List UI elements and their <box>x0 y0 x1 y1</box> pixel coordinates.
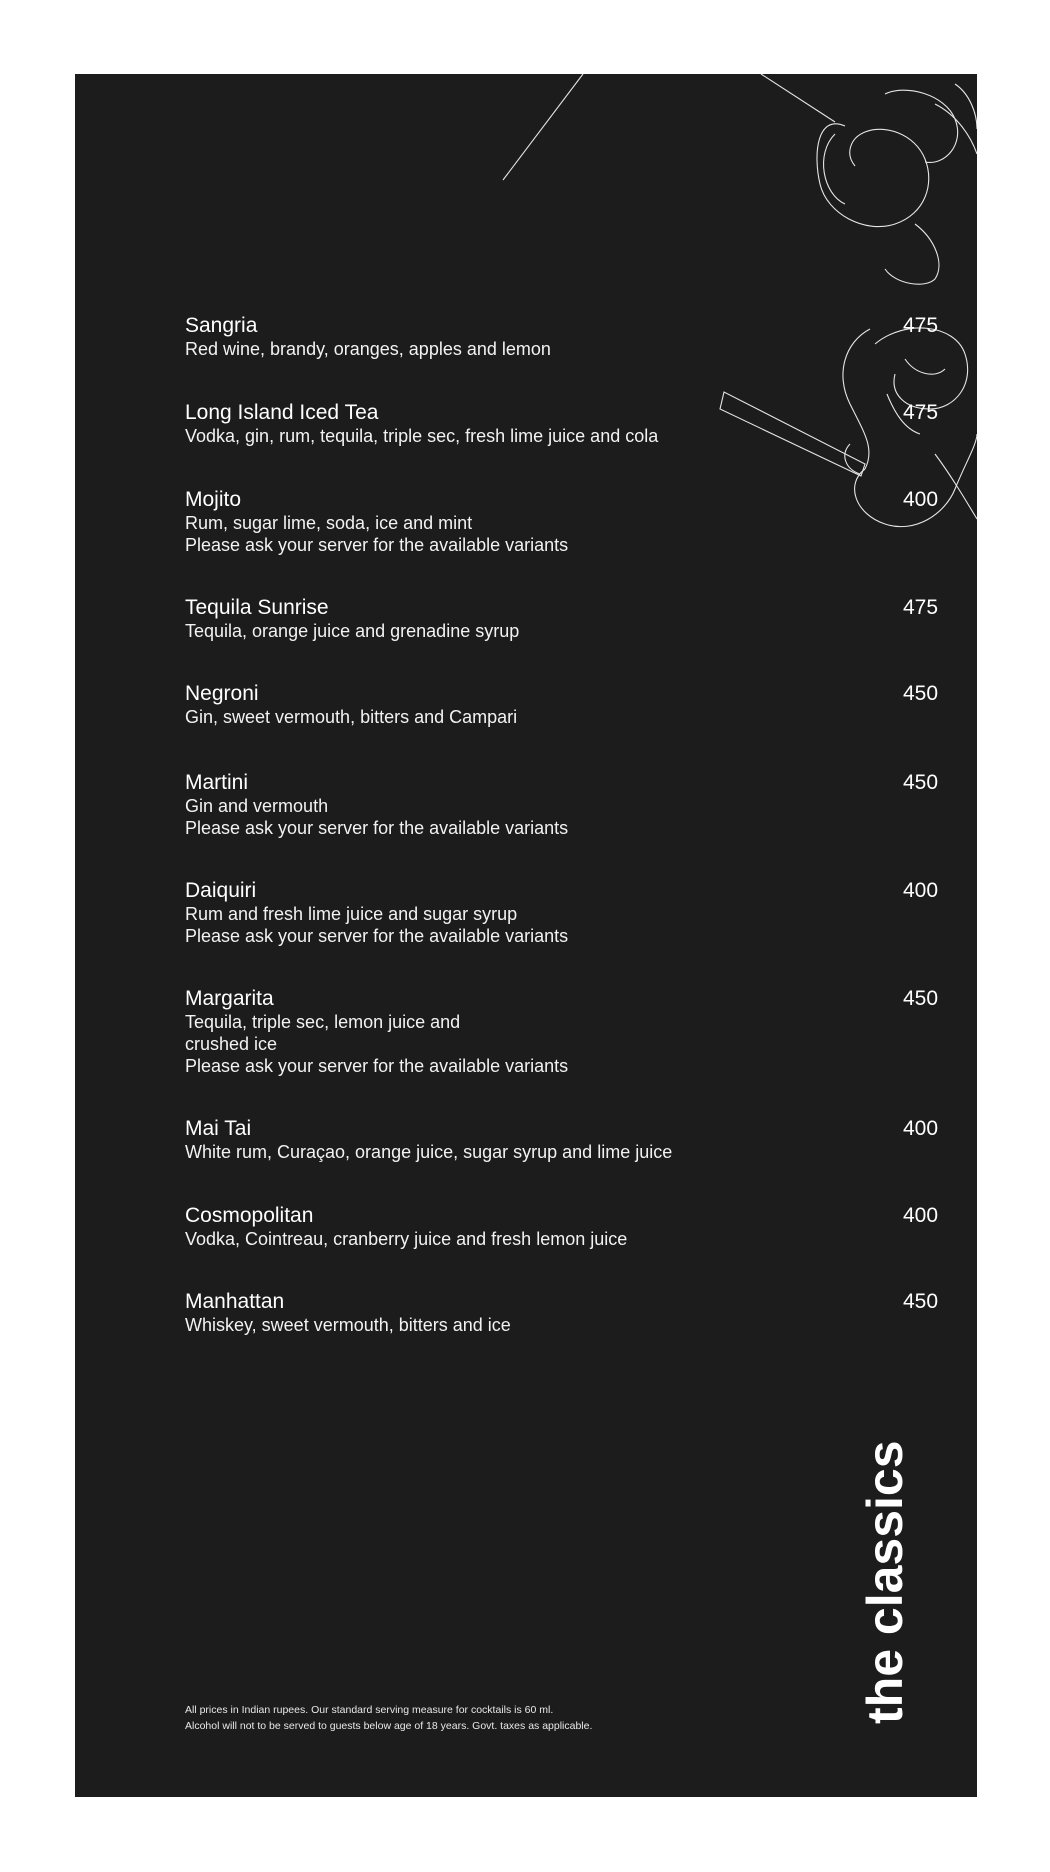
item-name: Tequila Sunrise <box>185 596 329 619</box>
item-price: 400 <box>903 1117 939 1140</box>
item-name: Martini <box>185 771 249 794</box>
menu-item <box>185 987 945 1077</box>
item-price: 450 <box>903 682 939 705</box>
menu-card <box>75 74 977 1797</box>
item-description: Gin and vermouth <box>185 796 329 816</box>
item-price: 400 <box>903 1204 939 1227</box>
menu-item <box>185 1204 945 1250</box>
item-note: Please ask your server for the available variants <box>185 535 569 555</box>
menu-item <box>185 879 945 947</box>
item-description-continued: crushed ice <box>185 1034 278 1054</box>
decor-line <box>761 74 835 122</box>
item-price: 450 <box>903 987 939 1010</box>
item-description: Whiskey, sweet vermouth, bitters and ice <box>185 1315 511 1335</box>
item-price: 450 <box>903 771 939 794</box>
item-name: Mai Tai <box>185 1117 252 1140</box>
menu-item <box>185 1117 945 1163</box>
item-note: Please ask your server for the available variants <box>185 1056 569 1076</box>
straw-line-top <box>503 74 583 180</box>
menu-item <box>185 1290 945 1336</box>
item-description: White rum, Curaçao, orange juice, sugar syrup and lime juice <box>185 1142 673 1162</box>
item-description: Rum and fresh lime juice and sugar syrup <box>185 904 518 924</box>
item-name: Mojito <box>185 488 242 511</box>
menu-item <box>185 401 945 447</box>
lime-detail <box>905 359 945 374</box>
menu-item <box>185 314 945 360</box>
item-price: 450 <box>903 1290 939 1313</box>
item-note: Please ask your server for the available variants <box>185 818 569 838</box>
item-price: 475 <box>903 314 939 337</box>
section-title: the classics <box>857 1440 913 1724</box>
menu-item <box>185 488 945 556</box>
item-name: Daiquiri <box>185 879 257 902</box>
menu-item <box>185 771 945 839</box>
item-name: Cosmopolitan <box>185 1204 314 1227</box>
item-description: Rum, sugar lime, soda, ice and mint <box>185 513 473 533</box>
footer-line-prices: All prices in Indian rupees. Our standard serving measure for cocktails is 60 ml. <box>185 1704 554 1716</box>
item-description: Red wine, brandy, oranges, apples and lemon <box>185 339 551 359</box>
item-price: 475 <box>903 401 939 424</box>
item-price: 475 <box>903 596 939 619</box>
item-name: Margarita <box>185 987 274 1010</box>
item-description: Tequila, orange juice and grenadine syrup <box>185 621 520 641</box>
item-name: Sangria <box>185 314 258 337</box>
glass-outline-top <box>817 124 929 227</box>
item-name: Manhattan <box>185 1290 285 1313</box>
item-name: Long Island Iced Tea <box>185 401 379 424</box>
item-price: 400 <box>903 879 939 902</box>
item-name: Negroni <box>185 682 259 705</box>
item-price: 400 <box>903 488 939 511</box>
menu-item <box>185 596 945 642</box>
item-description: Vodka, gin, rum, tequila, triple sec, fresh lime juice and cola <box>185 426 659 446</box>
menu-item <box>185 682 945 728</box>
footer-disclaimer <box>185 1702 592 1734</box>
item-description: Gin, sweet vermouth, bitters and Campari <box>185 707 518 727</box>
item-note: Please ask your server for the available variants <box>185 926 569 946</box>
decor-curve <box>935 104 977 154</box>
item-description: Tequila, triple sec, lemon juice and <box>185 1012 461 1032</box>
glass-curve <box>824 134 845 204</box>
footer-line-alcohol: Alcohol will not to be served to guests below age of 18 years. Govt. taxes as applicable. <box>185 1720 593 1732</box>
item-description: Vodka, Cointreau, cranberry juice and fresh lemon juice <box>185 1229 628 1249</box>
glass-base-curve <box>885 224 939 284</box>
